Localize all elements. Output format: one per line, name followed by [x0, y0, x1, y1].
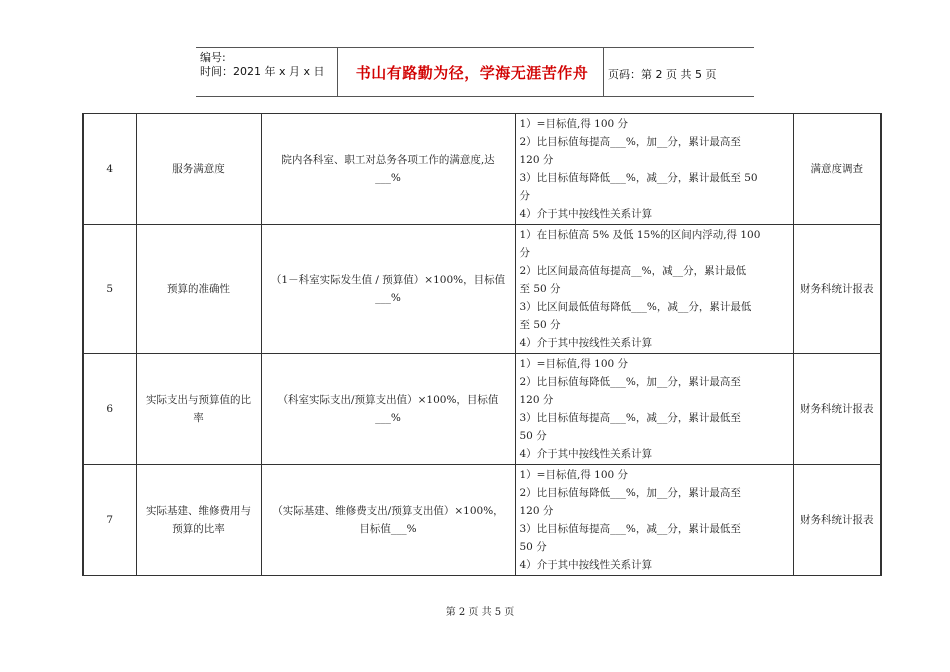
page-footer: 第 2 页 共 5 页: [445, 607, 515, 618]
scoring-rule-line: 至 50 分: [519, 319, 561, 331]
scoring-rule-line: 分: [519, 247, 530, 259]
table-row: [83, 114, 881, 225]
scoring-rule-line: 3）比目标值每提高___%，减__分，累计最低至: [519, 412, 741, 424]
scoring-rule-line: 50 分: [519, 541, 547, 553]
scoring-rule-line: 120 分: [519, 154, 554, 166]
scoring-rule-line: 4）介于其中按线性关系计算: [519, 559, 653, 571]
scoring-rule-line: 2）比目标值每降低___%，加__分，累计最高至: [519, 487, 741, 499]
kpi-table: [82, 113, 882, 576]
scoring-rule-line: 至 50 分: [519, 283, 561, 295]
indicator-name-cell: 实际支出与预算值的比率: [136, 354, 261, 465]
scoring-rule-line: 1）=目标值,得 100 分: [519, 469, 629, 481]
scoring-rule-line: 2）比区间最高值每提高__%，减__分，累计最低: [519, 265, 747, 277]
scoring-rules-cell: [515, 354, 793, 465]
scoring-rule-line: 50 分: [519, 430, 547, 442]
data-source-cell: 财务科统计报表: [793, 465, 881, 576]
data-source-cell: 满意度调查: [793, 114, 881, 225]
scoring-rule-line: 1）在目标值高 5% 及低 15%的区间内浮动,得 100: [519, 229, 761, 241]
scoring-rule-line: 2）比目标值每提高___%，加__分，累计最高至: [519, 136, 741, 148]
document-time-label: 时间：2021 年 x 月 x 日: [200, 65, 325, 78]
scoring-rule-line: 4）介于其中按线性关系计算: [519, 208, 653, 220]
scoring-rule-line: 1）=目标值,得 100 分: [519, 358, 629, 370]
indicator-name-cell: 服务满意度: [136, 114, 261, 225]
row-number-cell: 5: [83, 225, 136, 354]
row-number-cell: 4: [83, 114, 136, 225]
formula-cell: （科室实际支出/预算支出值）×100%，目标值___%: [261, 354, 515, 465]
data-source-cell: 财务科统计报表: [793, 225, 881, 354]
scoring-rules-cell: [515, 465, 793, 576]
document-number-label: 编号:: [200, 51, 226, 64]
header-divider: [337, 47, 338, 97]
header-bottom-rule: [196, 96, 754, 97]
indicator-name-cell: 预算的准确性: [136, 225, 261, 354]
scoring-rules-cell: [515, 225, 793, 354]
scoring-rule-line: 4）介于其中按线性关系计算: [519, 448, 653, 460]
table-row: [83, 225, 881, 354]
header-top-rule: [196, 47, 754, 48]
scoring-rule-line: 4）介于其中按线性关系计算: [519, 337, 653, 349]
header-page-number: 页码：第 2 页 共 5 页: [608, 68, 717, 81]
header-meta: [200, 51, 336, 79]
scoring-rule-line: 1）=目标值,得 100 分: [519, 118, 629, 130]
scoring-rule-line: 120 分: [519, 505, 554, 517]
formula-cell: 院内各科室、职工对总务各项工作的满意度,达___%: [261, 114, 515, 225]
row-number-cell: 7: [83, 465, 136, 576]
row-number-cell: 6: [83, 354, 136, 465]
indicator-name-cell: 实际基建、维修费用与预算的比率: [136, 465, 261, 576]
scoring-rule-line: 分: [519, 190, 530, 202]
scoring-rule-line: 120 分: [519, 394, 554, 406]
header-motto: 书山有路勤为径，学海无涯苦作舟: [355, 64, 589, 82]
formula-cell: （1－科室实际发生值 / 预算值）×100%，目标值___%: [261, 225, 515, 354]
table-row: [83, 465, 881, 576]
header-divider: [603, 47, 604, 97]
scoring-rule-line: 3）比目标值每提高___%，减__分，累计最低至: [519, 523, 741, 535]
scoring-rules-cell: [515, 114, 793, 225]
table-row: [83, 354, 881, 465]
scoring-rule-line: 3）比区间最低值每降低___%，减__分，累计最低: [519, 301, 752, 313]
data-source-cell: 财务科统计报表: [793, 354, 881, 465]
scoring-rule-line: 3）比目标值每降低___%，减__分，累计最低至 50: [519, 172, 758, 184]
formula-cell: （实际基建、维修费支出/预算支出值）×100%，目标值___%: [261, 465, 515, 576]
scoring-rule-line: 2）比目标值每降低___%，加__分，累计最高至: [519, 376, 741, 388]
